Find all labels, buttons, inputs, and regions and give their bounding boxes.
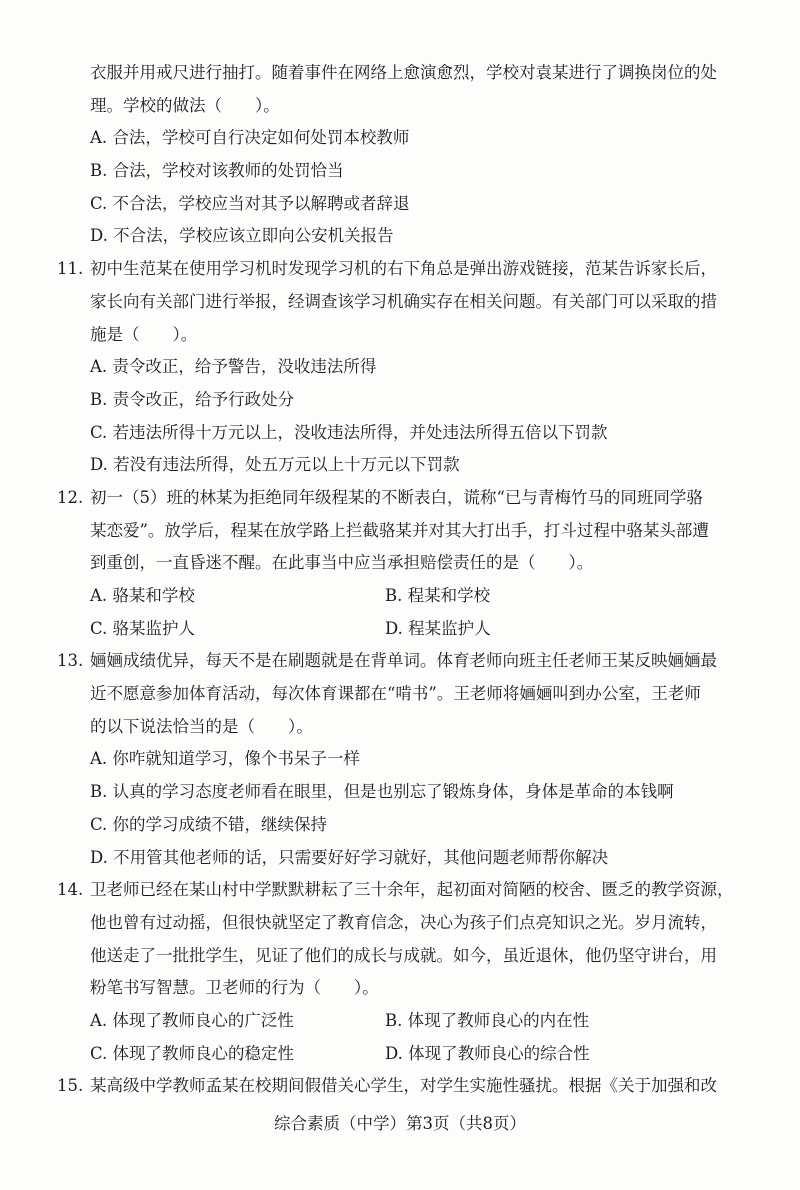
question-line: 他送走了一批批学生，见证了他们的成长与成就。如今，虽近退休，他仍坚守讲台，用	[90, 945, 717, 965]
question-line: 某恋爱”。放学后，程某在放学路上拦截骆某并对其大打出手，打斗过程中骆某头部遭	[90, 520, 709, 540]
question-line: 初一（5）班的林某为拒绝同年级程某的不断表白，谎称“已与青梅竹马的同班同学骆	[90, 487, 703, 507]
question-line: 卫老师已经在某山村中学默默耕耘了三十余年，起初面对简陋的校舍、匮乏的教学资源，	[90, 880, 734, 900]
question-12	[0, 482, 800, 515]
option-d: D. 不合法，学校应该立即向公安机关报告	[90, 226, 394, 246]
page-footer: 综合素质（中学）第3页（共8页）	[274, 1114, 526, 1133]
option-c: C. 体现了教师良心的稳定性	[90, 1043, 295, 1063]
question-14	[0, 874, 800, 907]
question-line: 婳婳成绩优异，每天不是在刷题就是在背单词。体育老师向班主任老师王某反映婳婳最	[90, 651, 717, 671]
question-line: 近不愿意参加体育活动，每次体育课都在“啃书”。王老师将婳婳叫到办公室，王老师	[90, 684, 701, 704]
option-row	[0, 1005, 800, 1038]
question-line: 初中生范某在使用学习机时发现学习机的右下角总是弹出游戏链接，范某告诉家长后，	[90, 259, 717, 279]
option-d: D. 不用管其他老师的话，只需要好好学习就好，其他问题老师帮你解决	[90, 847, 609, 867]
question-line: 家长向有关部门进行举报，经调查该学习机确实存在相关问题。有关部门可以采取的措	[90, 291, 717, 311]
option-d: D. 程某监护人	[385, 618, 491, 638]
option-d: D. 体现了教师良心的综合性	[385, 1043, 590, 1063]
option-b: B. 合法，学校对该教师的处罚恰当	[90, 161, 344, 181]
question-13	[0, 645, 800, 678]
question-line: 粉笔书写智慧。卫老师的行为（ ）。	[90, 978, 379, 998]
question-number: 14.	[57, 880, 84, 900]
option-b: B. 责令改正，给予行政处分	[90, 389, 295, 409]
question-line: 理。学校的做法（ ）。	[90, 95, 280, 115]
option-c: C. 你的学习成绩不错，继续保持	[90, 814, 328, 834]
question-number: 11.	[57, 259, 84, 279]
option-d: D. 若没有违法所得，处五万元以上十万元以下罚款	[90, 455, 460, 475]
option-c: C. 骆某监护人	[90, 618, 196, 638]
option-row	[0, 613, 800, 646]
question-line: 施是（ ）。	[90, 324, 198, 344]
option-a: A. 合法，学校可自行决定如何处罚本校教师	[90, 128, 410, 148]
option-b: B. 程某和学校	[385, 586, 491, 605]
option-b: B. 体现了教师良心的内在性	[385, 1010, 590, 1030]
question-number: 15.	[57, 1076, 84, 1096]
question-number: 12.	[57, 487, 84, 507]
option-row	[0, 580, 800, 613]
option-c: C. 不合法，学校应当对其予以解聘或者辞退	[90, 193, 410, 213]
option-c: C. 若违法所得十万元以上，没收违法所得，并处违法所得五倍以下罚款	[90, 422, 608, 442]
question-line: 的以下说法恰当的是（ ）。	[90, 716, 313, 736]
option-a: A. 责令改正，给予警告，没收违法所得	[90, 357, 377, 377]
question-number: 13.	[57, 651, 84, 671]
page-content	[0, 57, 800, 1103]
question-line: 某高级中学教师孟某在校期间假借关心学生，对学生实施性骚扰。根据《关于加强和改	[90, 1076, 717, 1096]
option-a: A. 你咋就知道学习，像个书呆子一样	[90, 749, 360, 769]
question-line: 到重创，一直昏迷不醒。在此事当中应当承担赔偿责任的是（ ）。	[90, 553, 594, 573]
option-b: B. 认真的学习态度老师看在眼里，但是也别忘了锻炼身体，身体是革命的本钱啊	[90, 782, 674, 802]
question-15	[0, 1070, 800, 1103]
question-line: 衣服并用戒尺进行抽打。随着事件在网络上愈演愈烈，学校对袁某进行了调换岗位的处	[90, 63, 717, 82]
question-line: 他也曾有过动摇，但很快就坚定了教育信念，决心为孩子们点亮知识之光。岁月流转，	[90, 912, 717, 932]
option-a: A. 骆某和学校	[90, 586, 195, 605]
option-row	[0, 1038, 800, 1071]
option-a: A. 体现了教师良心的广泛性	[90, 1010, 294, 1030]
question-11	[0, 253, 800, 286]
